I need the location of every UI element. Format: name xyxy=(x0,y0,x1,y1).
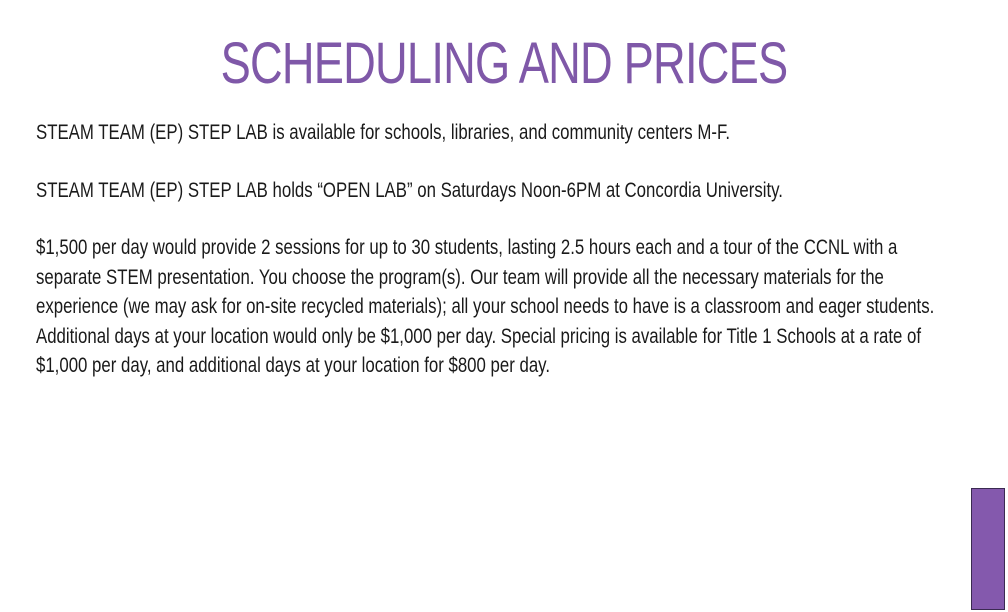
corner-accent-tab xyxy=(971,488,1005,610)
open-lab-paragraph: STEAM TEAM (EP) STEP LAB holds “OPEN LAB” on Saturdays Noon-6PM at Concordia University. xyxy=(36,178,783,202)
pricing-paragraph: $1,500 per day would provide 2 sessions for up to 30 students, lasting 2.5 hours each and a tour of the CCNL with a separate STEM presentation. You choose the program(s). Our team will provide all the necessary materials for the experience (we may ask for on-site recycled materials); all your school needs to have is a classroom and eager students. Additional days at your location would only be $1,000 per day. Special pricing is available for Title 1 Schools at a rate of $1,000 per day, and additional days at your location for $800 per day. xyxy=(36,236,935,377)
page-title: SCHEDULING AND PRICES xyxy=(220,31,788,96)
content-body xyxy=(36,118,948,381)
availability-paragraph: STEAM TEAM (EP) STEP LAB is available for schools, libraries, and community centers M-F. xyxy=(36,121,731,144)
